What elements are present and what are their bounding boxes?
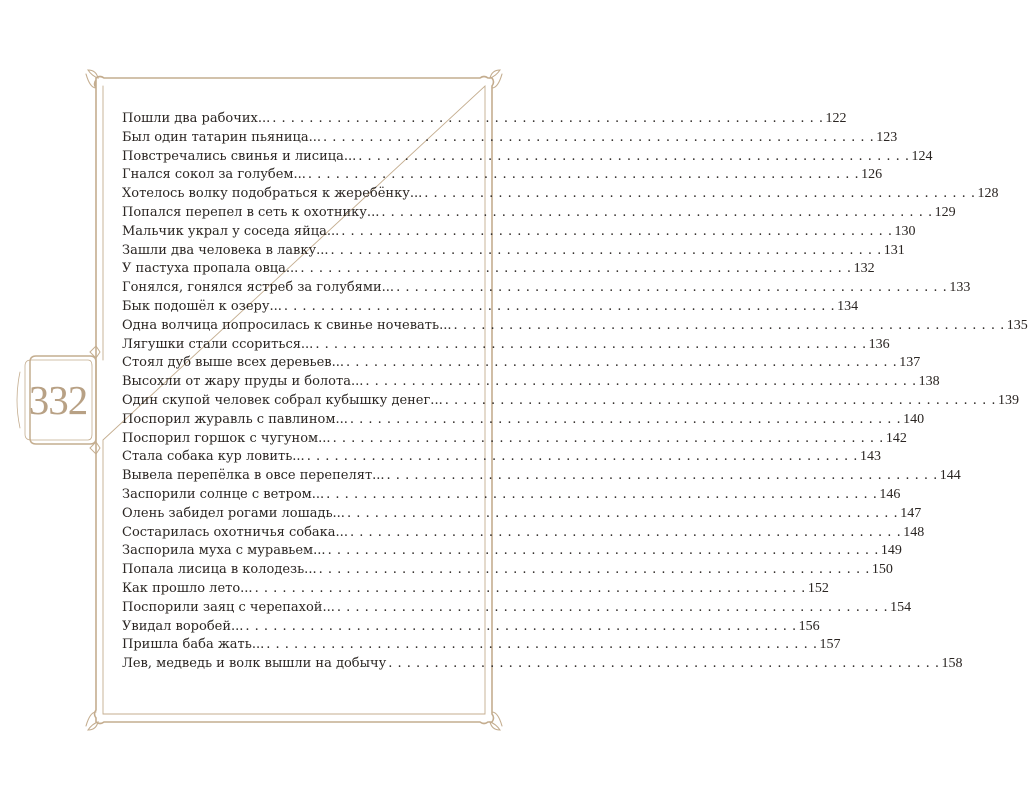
toc-entry-title: Стоял дуб выше всех деревьев... [122,355,345,371]
toc-entry-title: Был один татарин пьяница... [122,129,322,145]
dot-leader [255,580,806,599]
dot-leader [323,129,874,148]
dot-leader [445,392,996,411]
toc-entry-page: 134 [837,298,859,314]
dot-leader [337,599,888,618]
toc-entry-title: Гонялся, гонялся ястреб за голубями... [122,280,395,296]
toc-entry-title: Поспорил журавль с павлином... [122,411,348,427]
toc-entry-page: 132 [853,261,875,277]
toc-entry-title: Повстречались свинья и лисица... [122,148,357,164]
toc-entry-page: 144 [939,468,961,484]
dot-leader [300,260,851,279]
dot-leader [424,185,975,204]
dot-leader [245,618,796,637]
dot-leader [326,486,877,505]
toc-entry [122,223,916,242]
dot-leader [333,430,884,449]
dot-leader [266,636,817,655]
dot-leader [365,373,916,392]
toc-entry-page: 123 [876,129,898,145]
toc-entry [122,317,1028,336]
toc-entry-page: 131 [883,242,905,258]
table-of-contents [122,110,1028,674]
toc-entry-page: 147 [900,505,922,521]
toc-entry [122,279,971,298]
toc-entry [122,411,925,430]
toc-entry-title: Лягушки стали ссориться... [122,336,314,352]
page-number: 332 [28,377,88,423]
toc-entry [122,486,901,505]
toc-entry-page: 156 [798,618,820,634]
dot-leader [388,655,939,674]
toc-entry-title: Как прошло лето... [122,580,253,596]
toc-entry [122,392,1019,411]
toc-entry [122,467,961,486]
toc-entry-page: 148 [903,524,925,540]
toc-entry-page: 128 [977,186,999,202]
dot-leader [346,354,897,373]
toc-entry-page: 135 [1006,317,1028,333]
toc-entry-page: 146 [879,486,901,502]
toc-entry-page: 136 [868,336,890,352]
dot-leader [272,110,823,129]
toc-entry-title: Высохли от жару пруды и болота... [122,374,364,390]
dot-leader [284,298,835,317]
toc-entry-page: 150 [871,562,893,578]
toc-entry [122,298,859,317]
toc-entry [122,166,883,185]
dot-leader [453,317,1004,336]
toc-entry-page: 140 [903,411,925,427]
toc-entry [122,599,912,618]
dot-leader [350,524,901,543]
toc-entry-page: 122 [825,111,847,126]
dot-leader [341,223,892,242]
toc-entry [122,129,898,148]
toc-entry-page: 139 [997,392,1019,408]
toc-entry-title: Увидал воробей... [122,618,244,634]
toc-entry-title: Вывела перепёлка в овсе перепелят... [122,468,385,484]
toc-entry [122,655,963,674]
toc-entry-page: 142 [885,430,907,446]
toc-entry-title: Мальчик украл у соседа яйца... [122,223,340,239]
toc-entry [122,373,940,392]
dot-leader [319,561,870,580]
toc-entry-title: Бык подошёл к озеру... [122,298,282,314]
toc-entry-title: Зашли два человека в лавку... [122,242,329,258]
dot-leader [328,542,879,561]
dot-leader [331,242,882,261]
toc-entry-title: Поспорил горшок с чугуном... [122,430,331,446]
toc-entry [122,430,907,449]
toc-entry-page: 137 [899,355,921,371]
toc-entry-title: Пришла баба жать... [122,637,265,653]
toc-entry [122,204,956,223]
dot-leader [358,148,909,167]
toc-entry-page: 130 [894,223,916,239]
toc-entry-page: 129 [934,204,956,220]
dot-leader [307,448,858,467]
toc-entry [122,148,933,167]
toc-entry-page: 138 [918,374,940,390]
toc-entry-title: Заспорила муха с муравьем... [122,543,326,559]
toc-entry [122,505,922,524]
toc-entry [122,618,820,637]
dot-leader [315,336,866,355]
toc-entry [122,636,841,655]
toc-entry [122,542,902,561]
toc-entry [122,524,925,543]
toc-entry-page: 154 [890,599,912,615]
toc-entry-title: Хотелось волку подобраться к жеребёнку... [122,186,423,202]
toc-entry [122,242,905,261]
toc-entry-title: Гнался сокол за голубем... [122,167,306,183]
dot-leader [347,505,898,524]
toc-entry [122,354,921,373]
dot-leader [387,467,938,486]
toc-entry [122,336,890,355]
toc-entry-title: Состарилась охотничья собака... [122,524,348,540]
toc-entry-title: Одна волчица попросилась к свинье ночевать... [122,317,452,333]
toc-entry-page: 149 [880,543,902,559]
toc-entry [122,448,881,467]
toc-entry-title: Лев, медведь и волк вышли на добычу [122,656,387,672]
toc-entry-title: У пастуха пропала овца... [122,261,299,277]
toc-entry [122,185,999,204]
toc-entry-title: Попала лисица в колодезь... [122,562,317,578]
toc-entry-page: 157 [819,637,841,653]
toc-entry-title: Поспорили заяц с черепахой... [122,599,335,615]
toc-entry-page: 152 [807,580,829,596]
toc-entry [122,561,893,580]
toc-entry [122,580,829,599]
toc-entry-page: 143 [859,449,881,465]
toc-entry [122,110,847,129]
toc-entry [122,260,875,279]
dot-leader [381,204,932,223]
toc-entry-title: Пошли два рабочих... [122,111,271,126]
toc-entry-title: Один скупой человек собрал кубышку денег... [122,392,443,408]
dot-leader [308,166,859,185]
toc-entry-page: 126 [861,167,883,183]
toc-entry-page: 133 [949,280,971,296]
dot-leader [350,411,901,430]
dot-leader [396,279,947,298]
toc-entry-title: Попался перепел в сеть к охотнику... [122,204,380,220]
toc-entry-title: Олень забидел рогами лошадь... [122,505,345,521]
toc-entry-title: Заспорили солнце с ветром... [122,486,325,502]
toc-entry-page: 124 [911,148,933,164]
toc-entry-page: 158 [941,656,963,672]
toc-entry-title: Стала собака кур ловить... [122,449,305,465]
